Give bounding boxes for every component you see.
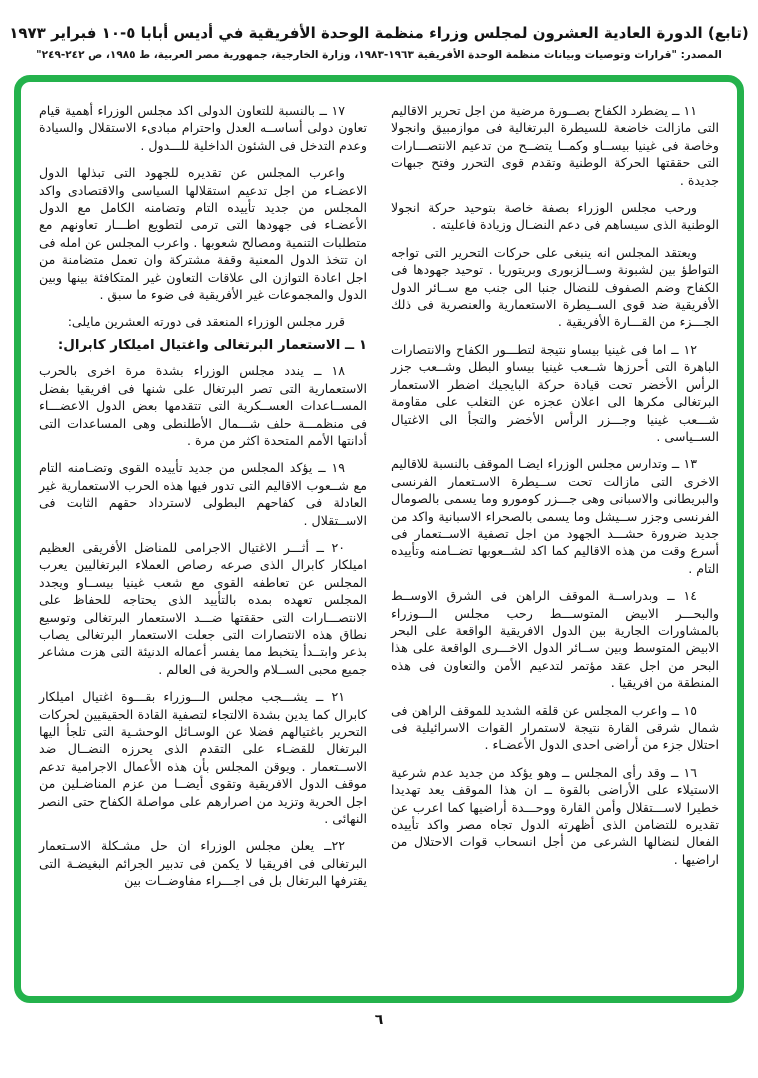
section-heading-1: ١ ــ الاستعمار البرتغالى واغتيال اميلكار كابرال: [57, 337, 367, 353]
paragraph-11: ١١ ــ يضطرد الكفاح بصــورة مرضية من اجل تحرير الاقاليم التى مازالت خاضعة للسيطرة البرتغالية فى موازمبيق وانجولا وخاصة فى غينيا بيســاو وكمــا يتضــح من تدعيم الانتصـــارات التى حققتها الحركة الوطنية وتقدم قوى التحرر وفتح جبهات جديدة . [391, 103, 719, 188]
content-frame [14, 75, 744, 1003]
paragraph-19: ١٩ ــ يؤكد المجلس من جديد تأييده القوى وتضـامنه التام مع شــعوب الاقاليم التى تدور فيها هذه الحرب الاستعمارية غير العادلة فى كفاحهم البطولى لاسترداد حقهم الثابت فى الاســتقلال . [39, 460, 367, 528]
paragraph-12: ١٢ ــ اما فى غينيا بيساو نتيجة لتطـــور الكفاح والانتصارات الباهرة التى أحرزها شــعب غينيا بيساو البطل وشــعب جزر الرأس الأخضر تحت قيادة حركة البايجيك اضطر الاستعمار البرتغالى مكرها الى اعلان عجزه عن التغلب على مقاومة شـــعب غينيا وجـــزر الرأس الأخضر والتجأ الى الاغتيال الســياسى . [391, 341, 719, 444]
paragraph-13: ١٣ ــ وتدارس مجلس الوزراء ايضـا الموقف بالنسبة للاقاليم الاخرى التى مازالت تحت ســيطرة الاسـتعمار الفرنسى والبريطانى والاسبانى وهى جـــزر كومورو وما يسمى بالصومال الفرنسى وجزر ســيشل وما يسمى بالصحراء الاسبانية واكد من جديد ضرورة حشـــد الجهود من اجل تصفية الاســتعمار فى أسرع وقت من هذه الاقاليم كما اكد لشــعوبها تضــامنه وتأييده التام . [391, 456, 719, 576]
page-title: (تابع) الدورة العادية العشرون لمجلس وزراء منظمة الوحدة الأفريقية في أديس أبابا ٥-١٠ فبراير ١٩٧٣ [9, 24, 749, 42]
paragraph-15: ١٥ ــ واعرب المجلس عن قلقه الشديد للموقف الراهن فى شمال شرقى القارة نتيجة لاستمرار القوات الاسرائيلية فى احتلال جزء من أراضى احدى الدول الأعضـاء . [391, 702, 719, 753]
decision-intro: قرر مجلس الوزراء المنعقد فى دورته العشرين مايلى: [67, 314, 345, 330]
paragraph-11b: ورحب مجلس الوزراء بصفة خاصة بتوحيد حركة انجولا الوطنية الذى سيساهم فى دعم النضـال وزيادة فاعليته . [391, 200, 719, 233]
column-left [39, 102, 367, 990]
document-header [0, 0, 758, 61]
source-citation: المصدر: "قرارات وتوصيات وبيانات منظمة الوحدة الأفريقية ١٩٦٣-١٩٨٣، وزارة الخارجية، جمهورية مصر العربية، ط ١٩٨٥، ص ٢٤٢-٢٤٩" [36, 49, 722, 61]
paragraph-17: ١٧ ــ بالنسبة للتعاون الدولى اكد مجلس الوزراء أهمية قيام تعاون دولى أساســه العدل واحترام مبادىء الاستقلال والسيادة وعدم التدخل فى الشئون الداخلية للـــدول . [39, 103, 367, 153]
column-right [391, 102, 719, 990]
paragraph-21: ٢١ ــ يشـــجب مجلس الـــوزراء بقـــوة اغتيال اميلكار كابرال كما يدين بشدة الالتجاء لتصفية القادة الحقيقيين لحركات التحرير باغتيالهم فضلا عن الوسـائل الوحشـية التى تلجأ اليها البرتغال للقضـاء على التقدم الذى يحرزه النضــال ضد الاســتعمار . ويوقن المجلس بأن هذه الأعمال الاجرامية تدعم موقف الدول الافريقية وتقوى أيضــا من عزم المناضـلين من اجل الحرية وتزيد من اصرارهم على مواصلة الكفاح حتى النصر النهائى . [39, 689, 367, 827]
paragraph-16: ١٦ ــ وقد رأى المجلس ــ وهو يؤكد من جديد عدم شرعية الاستيلاء على الأراضى بالقوة ــ ان هذا الموقف يعد تهديدا خطيرا لاســـتقلال وأمن القارة ووحـــدة أراضيها كما اعرب عن تقديره للتضامن الذى أظهرته الدول تجاه مصر واكد تأييده الفعال لنضالها الشرعى من أجل انسحاب قوات الاحتلال من اراضيها . [391, 764, 719, 867]
paragraph-18: ١٨ ــ يندد مجلس الوزراء بشدة مرة اخرى بالحرب الاستعمارية التى تصر البرتغال على شنها فى افريقيا بفضل المســاعدات العســكرية التى تتقدمها بعض الدول الاعضـــاء فى منظمـــة حلف شـــمال الأطلنطى وهى المساعدات التى أدانتها الأمم المتحدة اكثر من مرة . [39, 363, 367, 448]
paragraph-17b: واعرب المجلس عن تقديره للجهود التى تبذلها الدول الاعضـاء من اجل تدعيم استقلالها السياسى والاقتصادى واكد المجلس من جديد تأييده التام وتضامنه الكامل مع الدول الأعضـاء فى جهودها التى ترمى لتطويع اطـــار تعاونهم مع متطلبات التنمية ومصالح شعوبها . واعرب المجلس عن امله فى ان تتخذ الدول المعنية وقفة مشتركة وان تعمل متضامنة من اجل اعادة التوازن الى علاقات التعاون غير المتكافئة بينها وبين الدول والمجموعات غير الأفريقية فى ضوء ما سبق . [39, 165, 367, 303]
paragraph-20: ٢٠ ــ أثـــر الاغتيال الاجرامى للمناضل الأفريقى العظيم اميلكار كابرال الذى صرعه رصاص العملاء البرتغاليين يعرب المجلس عن تعاطفه القوى مع شعب غينيا بيســاو ويجدد المجلس تعهده بمده بالتأييد الذى يحتاجه للحفاظ على الانتصـــارات التى حققتها ضـــد الاستعمار البرتغالى وتوسيع نطاق هذه الانتصارات التى جعلت الاستعمار البرتغالى يصاب بذعر وابتــدأ يتخبط مما يفسر أعماله الدنيئة التى هزت مشاعر جميع محبى الســلام والحرية فى العالم . [39, 539, 367, 677]
paragraph-11c: ويعتقد المجلس انه ينبغى على حركات التحرير التى تواجه التواطؤ بين لشبونة وســالزبورى وبريتوريا . توحيد جهودها فى الكفاح وضم الصفوف للنضال جنبا الى جنب مع ســائر الدول الأفريقية ضد قوى الســيطرة الاستعمارية والعنصرية فى ذلك الجـــزء من القـــارة الأفريقية . [391, 244, 719, 330]
paragraph-14: ١٤ ــ وبدراســة الموقف الراهن فى الشرق الاوســط والبحـــر الابيض المتوســـط رحب مجلس الـــوزراء بالمشاورات الجارية بين الدول الافريقية الواقعة على البحر الابيض المتوسط وبين ســائر الدول الاخـــرى الواقعة على هذا البحر من اجل عقد مؤتمر لتدعيم الأمن والتعاون فى هذه المنطقة من افريقيا . [391, 588, 719, 691]
paragraph-22: ٢٢ــ يعلن مجلس الوزراء ان حل مشـكلة الاسـتعمار البرتغالى فى افريقيا لا يكمن فى تدبير الجرائم البغيضـة التى يقترفها البرتغال بل فى اجـــراء مفاوضــات بين [39, 838, 367, 889]
page-number: ٦ [374, 1012, 384, 1028]
